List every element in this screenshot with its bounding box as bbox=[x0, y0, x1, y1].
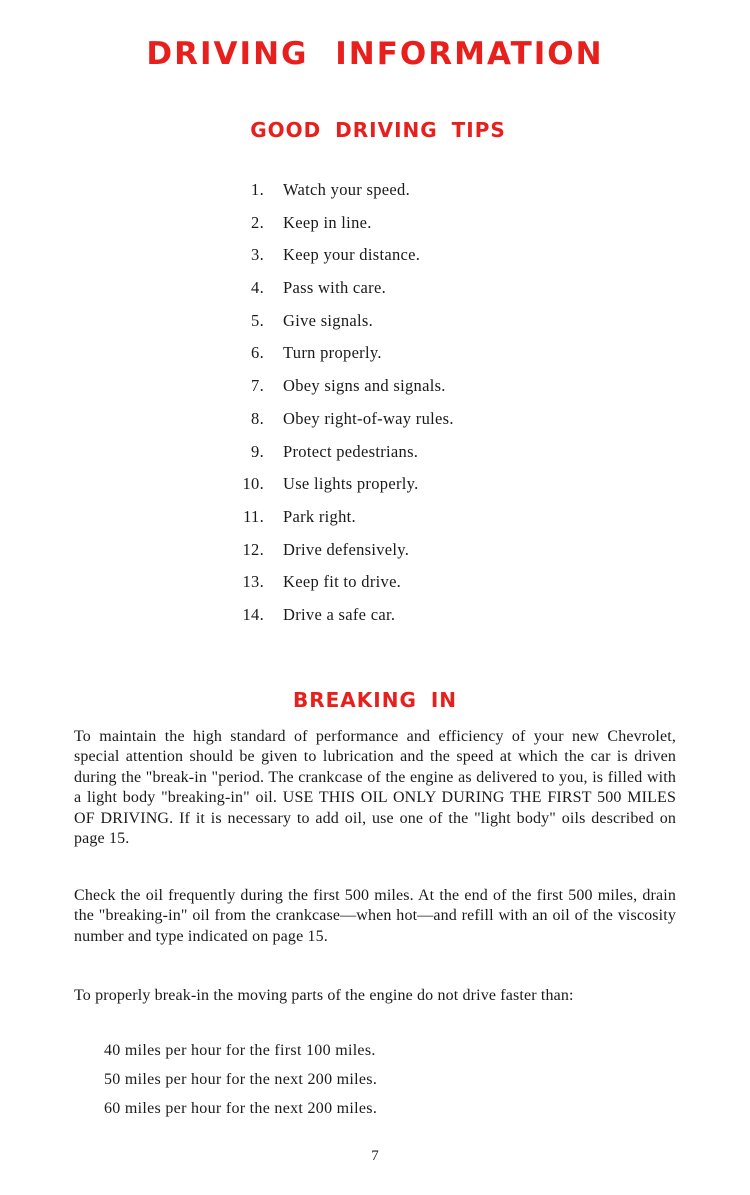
tip-text: Park right. bbox=[283, 506, 356, 526]
tip-text: Drive defensively. bbox=[283, 539, 410, 559]
tip-text: Watch your speed. bbox=[283, 180, 411, 199]
list-item bbox=[0, 178, 750, 211]
list-item bbox=[0, 374, 750, 407]
tip-number: 3. bbox=[251, 245, 264, 265]
page-title: DRIVING INFORMATION bbox=[146, 36, 604, 72]
good-driving-tips-heading: GOOD DRIVING TIPS bbox=[250, 118, 506, 142]
tip-text: Turn properly. bbox=[283, 343, 382, 363]
list-item bbox=[0, 309, 750, 342]
list-item: 50 miles per hour for the next 200 miles. bbox=[104, 1071, 378, 1088]
tip-text: Keep fit to drive. bbox=[283, 572, 402, 592]
speed-limits-list bbox=[104, 1040, 377, 1127]
tip-number: 4. bbox=[251, 278, 264, 298]
tip-number: 2. bbox=[251, 212, 264, 232]
tip-number: 13. bbox=[242, 572, 264, 592]
list-item bbox=[0, 276, 750, 309]
tip-text: Drive a safe car. bbox=[283, 604, 396, 624]
tip-number: 14. bbox=[242, 604, 264, 624]
list-item bbox=[0, 440, 750, 473]
list-item bbox=[0, 407, 750, 440]
tip-text: Pass with care. bbox=[283, 278, 387, 298]
tip-text: Use lights properly. bbox=[283, 474, 419, 494]
tip-number: 10. bbox=[242, 474, 264, 494]
list-item bbox=[0, 211, 750, 244]
page-number: 7 bbox=[371, 1148, 379, 1164]
tip-text: Protect pedestrians. bbox=[283, 441, 419, 461]
tip-number: 9. bbox=[251, 441, 264, 461]
breaking-in-paragraph-lubrication: To maintain the high standard of performance and efficiency of your new Chevrolet, special attention should be given to lubrication and the speed at which the car is driven during the "break-in "period. The crankcase of the engine as delivered to you, is filled with a light body "breaking-in" oil. USE THIS OIL ONLY DURING THE FIRST 500 MILES OF DRIVING. If it is necessary to add oil, use one of the "light body" oils described on page 15. bbox=[74, 728, 676, 848]
list-item: 40 miles per hour for the first 100 miles. bbox=[104, 1042, 376, 1059]
driving-tips-list bbox=[0, 178, 750, 636]
list-item bbox=[0, 538, 750, 571]
list-item bbox=[0, 243, 750, 276]
breaking-in-paragraph-oil-check: Check the oil frequently during the first 500 miles. At the end of the first 500 miles, drain the "breaking-in" oil from the crankcase—when hot—and refill with an oil of the viscosity number and type indicated on page 15. bbox=[74, 887, 676, 945]
breaking-in-heading: BREAKING IN bbox=[292, 688, 458, 712]
tip-number: 6. bbox=[251, 343, 264, 363]
list-item bbox=[0, 505, 750, 538]
tip-text: Obey right-of-way rules. bbox=[283, 408, 454, 428]
list-item bbox=[0, 341, 750, 374]
list-item: 60 miles per hour for the next 200 miles. bbox=[104, 1100, 378, 1117]
tip-text: Keep in line. bbox=[283, 212, 372, 232]
tip-text: Give signals. bbox=[283, 310, 374, 330]
list-item bbox=[0, 603, 750, 636]
tip-number: 12. bbox=[242, 539, 264, 559]
list-item bbox=[0, 472, 750, 505]
tip-text: Keep your distance. bbox=[283, 245, 421, 265]
breaking-in-paragraph-speed-intro: To properly break-in the moving parts of the engine do not drive faster than: bbox=[74, 987, 574, 1004]
tip-number: 11. bbox=[243, 506, 264, 526]
tip-text: Obey signs and signals. bbox=[283, 376, 446, 396]
tip-number: 7. bbox=[251, 376, 264, 396]
tip-number: 5. bbox=[251, 310, 264, 330]
tip-number: 1. bbox=[251, 180, 264, 199]
tip-number: 8. bbox=[251, 408, 264, 428]
list-item bbox=[0, 570, 750, 603]
